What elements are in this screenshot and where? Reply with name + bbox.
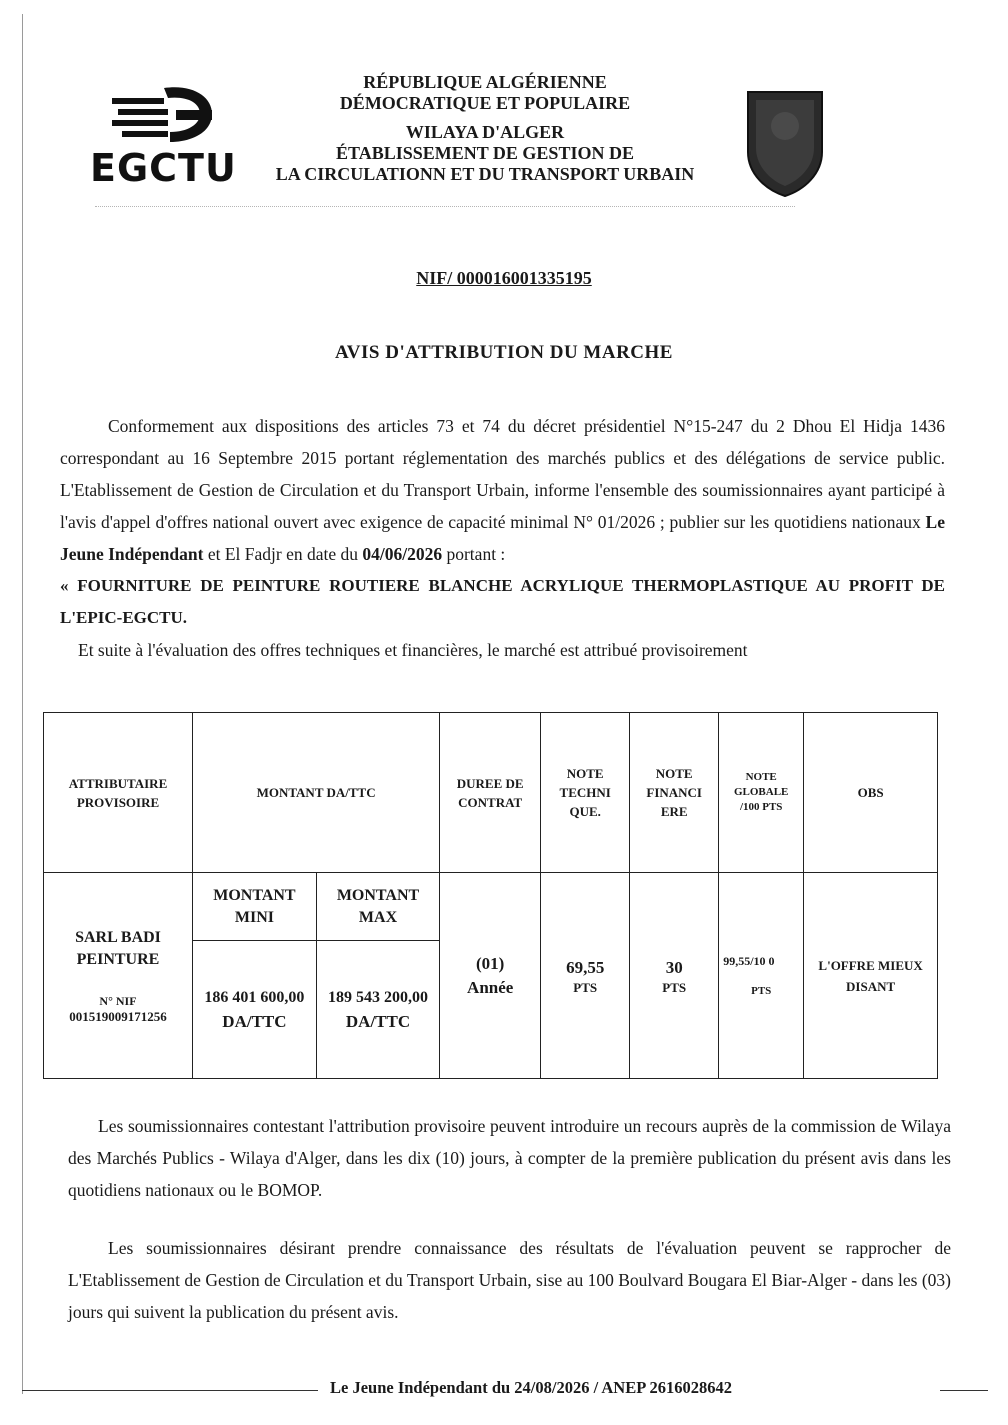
notice-title: AVIS D'ATTRIBUTION DU MARCHE (335, 342, 673, 363)
cell-montant-max: 189 543 200,00 DA/TTC (316, 941, 439, 1079)
egctu-logo-icon (112, 82, 222, 144)
table-subheader-row (44, 873, 938, 941)
header-block (250, 72, 720, 185)
header-line-4: ÉTABLISSEMENT DE GESTION DE (336, 143, 634, 163)
cell-note-globale: 99,55/10 0 PTS (719, 873, 804, 1079)
cell-note-technique: 69,55 PTS (541, 873, 630, 1079)
header-duree: DUREE DE CONTRAT (440, 713, 541, 873)
table-header-row (44, 713, 938, 873)
cell-montant-mini: 186 401 600,00 DA/TTC (193, 941, 317, 1079)
header-note-financiere: NOTE FINANCI ERE (630, 713, 719, 873)
cell-obs: L'OFFRE MIEUX DISANT (804, 873, 938, 1079)
header-montant: MONTANT DA/TTC (193, 713, 440, 873)
consultation-paragraph: Les soumissionnaires désirant prendre connaissance des résultats de l'évaluation peuvent se rapprocher de L'Etablissement de Gestion de Circulation et du Transport Urbain, sise au 100 Boulvard Bougara El Biar-Alger - dans les (03) jours qui suivent la publication du présent avis. (68, 1238, 951, 1322)
notice-body (60, 410, 945, 666)
nif-label: N° NIF (99, 993, 137, 1008)
header-montant-mini: MONTANT MINI (193, 873, 317, 941)
national-emblem-icon (744, 86, 826, 198)
header-line-3: WILAYA D'ALGER (405, 122, 565, 142)
header-line-2: DÉMOCRATIQUE ET POPULAIRE (339, 93, 631, 113)
header-note-technique: NOTE TECHNI QUE. (541, 713, 630, 873)
cell-duree: (01) Année (440, 873, 541, 1079)
header-note-globale: NOTE GLOBALE /100 PTS (719, 713, 804, 873)
header-obs: OBS (804, 713, 938, 873)
egctu-logo (90, 82, 250, 192)
header-line-1: RÉPUBLIQUE ALGÉRIENNE (363, 72, 607, 92)
company-name: SARL BADI PEINTURE (75, 928, 161, 968)
logo-text: EGCTU (90, 146, 237, 190)
header-divider (95, 206, 795, 207)
header-montant-max: MONTANT MAX (316, 873, 439, 941)
appeal-paragraph: Les soumissionnaires contestant l'attribution provisoire peuvent introduire un recours auprès de la commission de Wilaya des Marchés Publics - Wilaya d'Alger, dans les dix (10) jours, à compter de la première publication du présent avis dans les quotidiens nationaux ou le BOMOP. (68, 1116, 951, 1200)
publication-date: 04/06/2026 (362, 544, 443, 564)
cell-note-financiere: 30 PTS (630, 873, 719, 1079)
nif-number: NIF/ 000016001335195 (416, 268, 592, 288)
body-paragraph-3: Et suite à l'évaluation des offres techniques et financières, le marché est attribué provisoirement (78, 640, 748, 660)
footer-rule-left (22, 1390, 318, 1391)
footer-rule-right (940, 1390, 988, 1391)
journal-name: Le Jeune Indépendant (60, 512, 945, 564)
award-table (43, 712, 938, 1079)
market-object: « FOURNITURE DE PEINTURE ROUTIERE BLANCHE ACRYLIQUE THERMOPLASTIQUE AU PROFIT DE L'EPIC-EGCTU. (60, 576, 945, 627)
header-line-5: LA CIRCULATIONN ET DU TRANSPORT URBAIN (275, 164, 695, 184)
cell-attributaire (44, 873, 193, 1079)
footer-source: Le Jeune Indépendant du 24/08/2026 / ANEP 2616028642 (330, 1378, 733, 1397)
header-attributaire: ATTRIBUTAIRE PROVISOIRE (44, 713, 193, 873)
body-paragraph-1: Conformement aux dispositions des articles 73 et 74 du décret présidentiel N°15-247 du 2 Dhou El Hidja 1436 correspondant au 16 Septembre 2015 portant réglementation des marchés publics et des délégations de service public. L'Etablissement de Gestion de Circulation et du Transport Urbain, informe l'ensemble des soumissionnaires ayant participé à l'avis d'appel d'offres national ouvert avec exigence de capacité minimal N° 01/2026 ; publier sur les quotidiens nationaux Le Jeune Indépendant et El Fadjr en date du 04/06/2026 portant : (60, 416, 945, 564)
company-nif: 001519009171256 (69, 1008, 167, 1024)
